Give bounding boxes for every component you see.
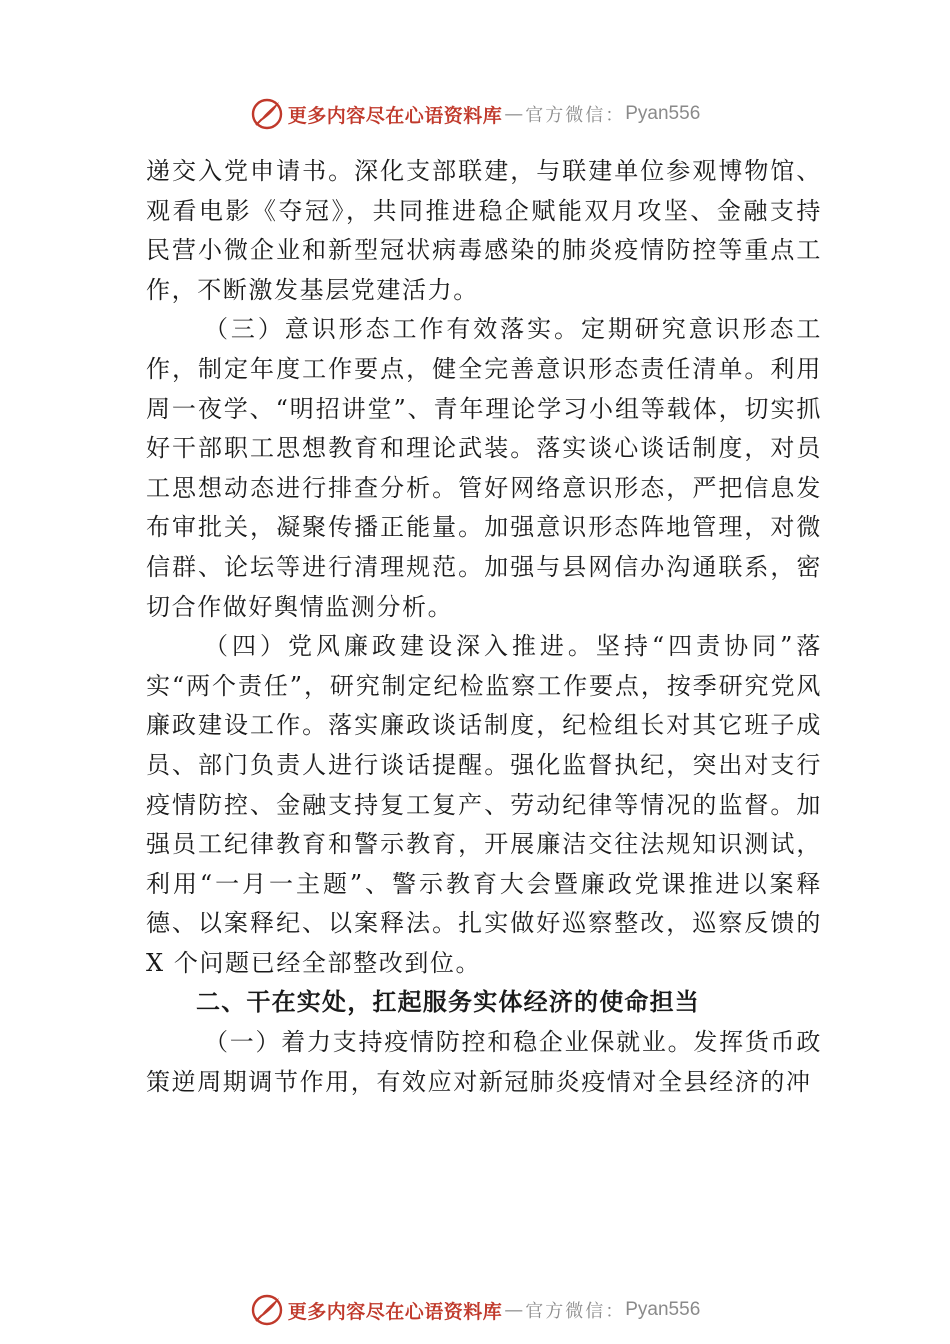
watermark-header [0,96,950,132]
watermark-wechat-id: Pyan556 [625,1299,701,1320]
watermark-brand: 更多内容尽在心语资料库 [287,1300,503,1323]
watermark-wechat-label: 官方微信： [525,105,626,126]
document-body [146,152,822,1102]
watermark-dash: — [504,1299,524,1321]
watermark-wechat-label: 官方微信： [525,1301,626,1322]
section-heading: 二、干在实处，扛起服务实体经济的使命担当 [196,988,700,1017]
watermark-footer [0,1292,950,1328]
paragraph-ideology: （三）意识形态工作有效落实。定期研究意识形态工作，制定年度工作要点，健全完善意识形态责任清单。利用周一夜学、“明招讲堂”、青年理论学习小组等载体，切实抓好干部职工思想教育和理论武装。落实谈心谈话制度，对员工思想动态进行排查分析。管好网络意识形态，严把信息发布审批关，凝聚传播正能量。加强意识形态阵地管理，对微信群、论坛等进行清理规范。加强与县网信办沟通联系，密切合作做好舆情监测分析。 [146,315,822,621]
quill-logo-icon [250,1293,284,1327]
paragraph-integrity: （四）党风廉政建设深入推进。坚持“四责协同”落实“两个责任”，研究制定纪检监察工作要点，按季研究党风廉政建设工作。落实廉政谈话制度，纪检组长对其它班子成员、部门负责人进行谈话提醒。强化监督执纪，突出对支行疫情防控、金融支持复工复产、劳动纪律等情况的监督。加强员工纪律教育和警示教育，开展廉洁交往法规知识测试，利用“一月一主题”、警示教育大会暨廉政党课推进以案释德、以案释纪、以案释法。扎实做好巡察整改，巡察反馈的 X 个问题已经全部整改到位。 [146,632,822,977]
watermark-dash: — [504,103,524,125]
paragraph-continued: 递交入党申请书。深化支部联建，与联建单位参观博物馆、 观看电影《夺冠》，共同推进稳企赋能双月攻坚、金融支持民营小微企业和新型冠状病毒感染的肺炎疫情防控等重点工作，不断激发基层党建活力。 [146,157,822,304]
watermark-wechat-id: Pyan556 [625,103,701,124]
watermark-brand: 更多内容尽在心语资料库 [287,104,503,127]
quill-logo-icon [250,97,284,131]
paragraph-epidemic-support: （一）着力支持疫情防控和稳企业保就业。发挥货币政策逆周期调节作用，有效应对新冠肺炎疫情对全县经济的冲 [146,1028,822,1096]
